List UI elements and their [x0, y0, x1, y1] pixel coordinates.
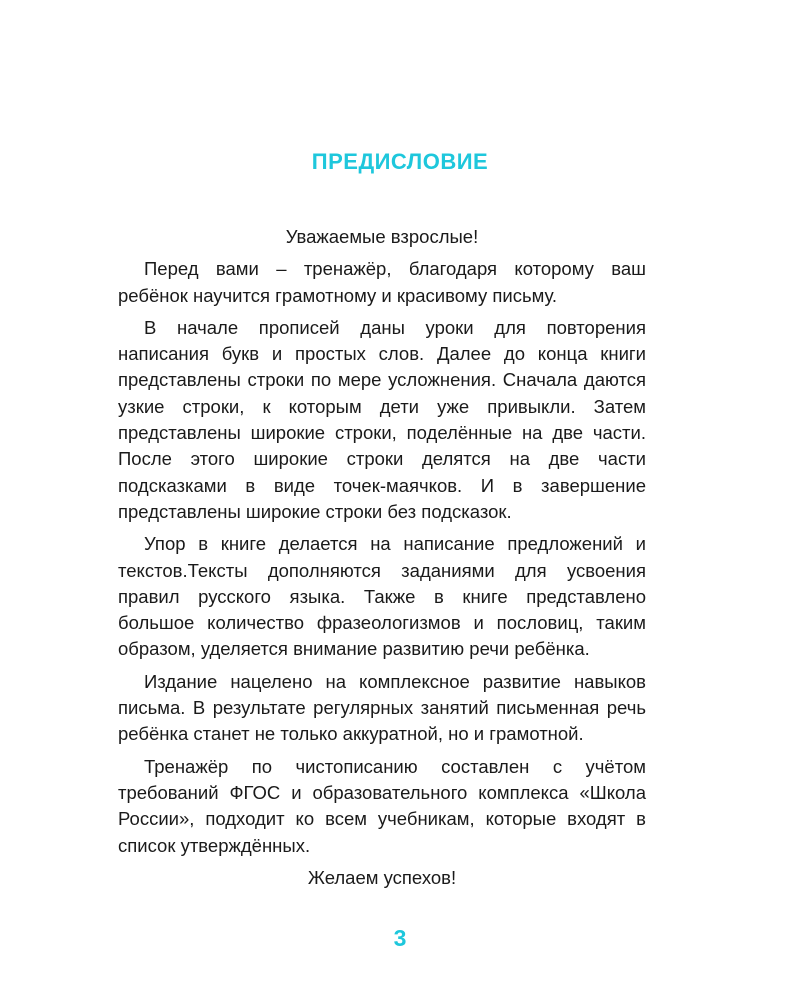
- paragraph: Перед вами – тренажёр, благодаря которому ваш ребёнок научится грамотному и красивому письму.: [118, 258, 646, 306]
- closing: Желаем успехов!: [307, 866, 457, 888]
- paragraph: Издание нацелено на комплексное развитие навыков письма. В результате регулярных занятий письменная речь ребёнка станет не только аккуратной, но и грамотной.: [118, 670, 646, 745]
- paragraph: Тренажёр по чистописанию составлен с учётом требований ФГОС и образовательного комплекса «Школа России», подходит ко всем учебникам, которые входят в список утверждённых.: [118, 755, 646, 856]
- page-number: 3: [393, 925, 407, 951]
- greeting: Уважаемые взрослые!: [285, 226, 479, 247]
- preface-text: [118, 224, 646, 891]
- page-title: ПРЕДИСЛОВИЕ: [311, 149, 489, 174]
- paragraph: Упор в книге делается на написание предложений и текстов.Тексты дополняются заданиями для усвоения правил русского языка. Также в книге представлено большое количество фразеологизмов и пословиц, таким образом, уделяется внимание развитию речи ребёнка.: [118, 533, 646, 660]
- paragraph: В начале прописей даны уроки для повторения написания букв и простых слов. Далее до конца книги представлены строки по мере усложнения. Сначала даются узкие строки, к которым дети уже привыкли. Затем представлены широкие строки, поделённые на две части. После этого широкие строки делятся на две части подсказками в виде точек-маячков. И в завершение представлены широкие строки без подсказок.: [118, 316, 646, 522]
